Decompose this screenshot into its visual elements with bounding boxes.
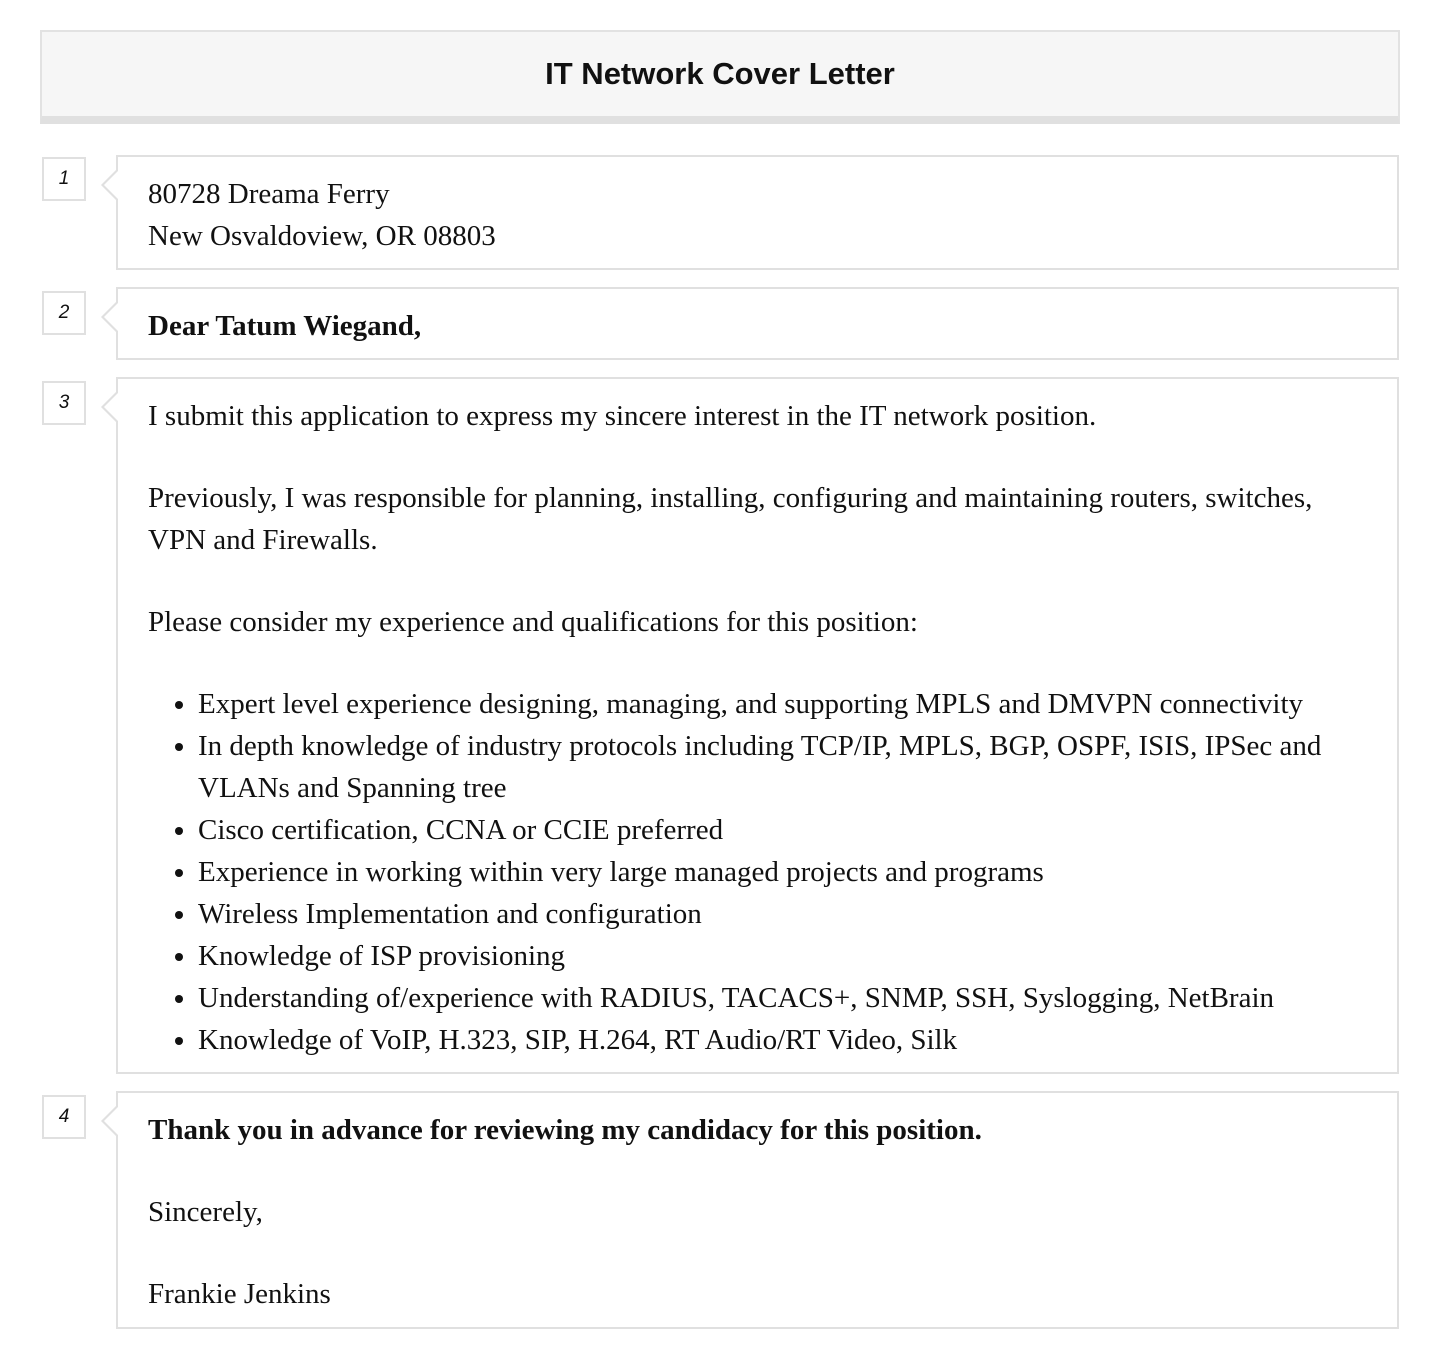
signature: Frankie Jenkins	[148, 1278, 331, 1310]
list-item: • Experience in working within very large managed projects and programs	[198, 851, 1367, 893]
closing-block	[116, 1091, 1399, 1329]
closing-salutation: Sincerely,	[148, 1196, 263, 1228]
address-city: New Osvaldoview, OR 08803	[148, 220, 496, 252]
consider-paragraph: Please consider my experience and qualifications for this position:	[148, 606, 918, 638]
section-number-1: 1	[42, 157, 86, 201]
list-item: • Expert level experience designing, managing, and supporting MPLS and DMVPN connectivity	[198, 683, 1367, 725]
section-number-2: 2	[42, 291, 86, 335]
section-number-3: 3	[42, 381, 86, 425]
greeting-block	[116, 287, 1399, 360]
body-block	[116, 377, 1399, 1074]
list-item: • Cisco certification, CCNA or CCIE preferred	[198, 809, 1367, 851]
list-item: • Understanding of/experience with RADIUS, TACACS+, SNMP, SSH, Syslogging, NetBrain	[198, 977, 1367, 1019]
greeting: Dear Tatum Wiegand,	[148, 310, 422, 342]
address-block	[116, 155, 1399, 270]
address-street: 80728 Dreama Ferry	[148, 178, 390, 210]
intro-paragraph: I submit this application to express my sincere interest in the IT network position.	[148, 400, 1097, 432]
qualifications-list	[148, 683, 1367, 1061]
list-item: • Knowledge of VoIP, H.323, SIP, H.264, RT Audio/RT Video, Silk	[198, 1019, 1367, 1061]
experience-paragraph: Previously, I was responsible for planning, installing, configuring and maintaining routers, switches, VPN and Firewalls.	[148, 482, 1313, 556]
letter-header	[40, 30, 1400, 124]
thanks-paragraph: Thank you in advance for reviewing my candidacy for this position.	[148, 1114, 982, 1146]
list-item: • Wireless Implementation and configuration	[198, 893, 1367, 935]
list-item: • Knowledge of ISP provisioning	[198, 935, 1367, 977]
page-title: IT Network Cover Letter	[545, 56, 895, 91]
section-number-4: 4	[42, 1095, 86, 1139]
list-item: • In depth knowledge of industry protocols including TCP/IP, MPLS, BGP, OSPF, ISIS, IPSec and VLANs and Spanning tree	[198, 725, 1367, 809]
